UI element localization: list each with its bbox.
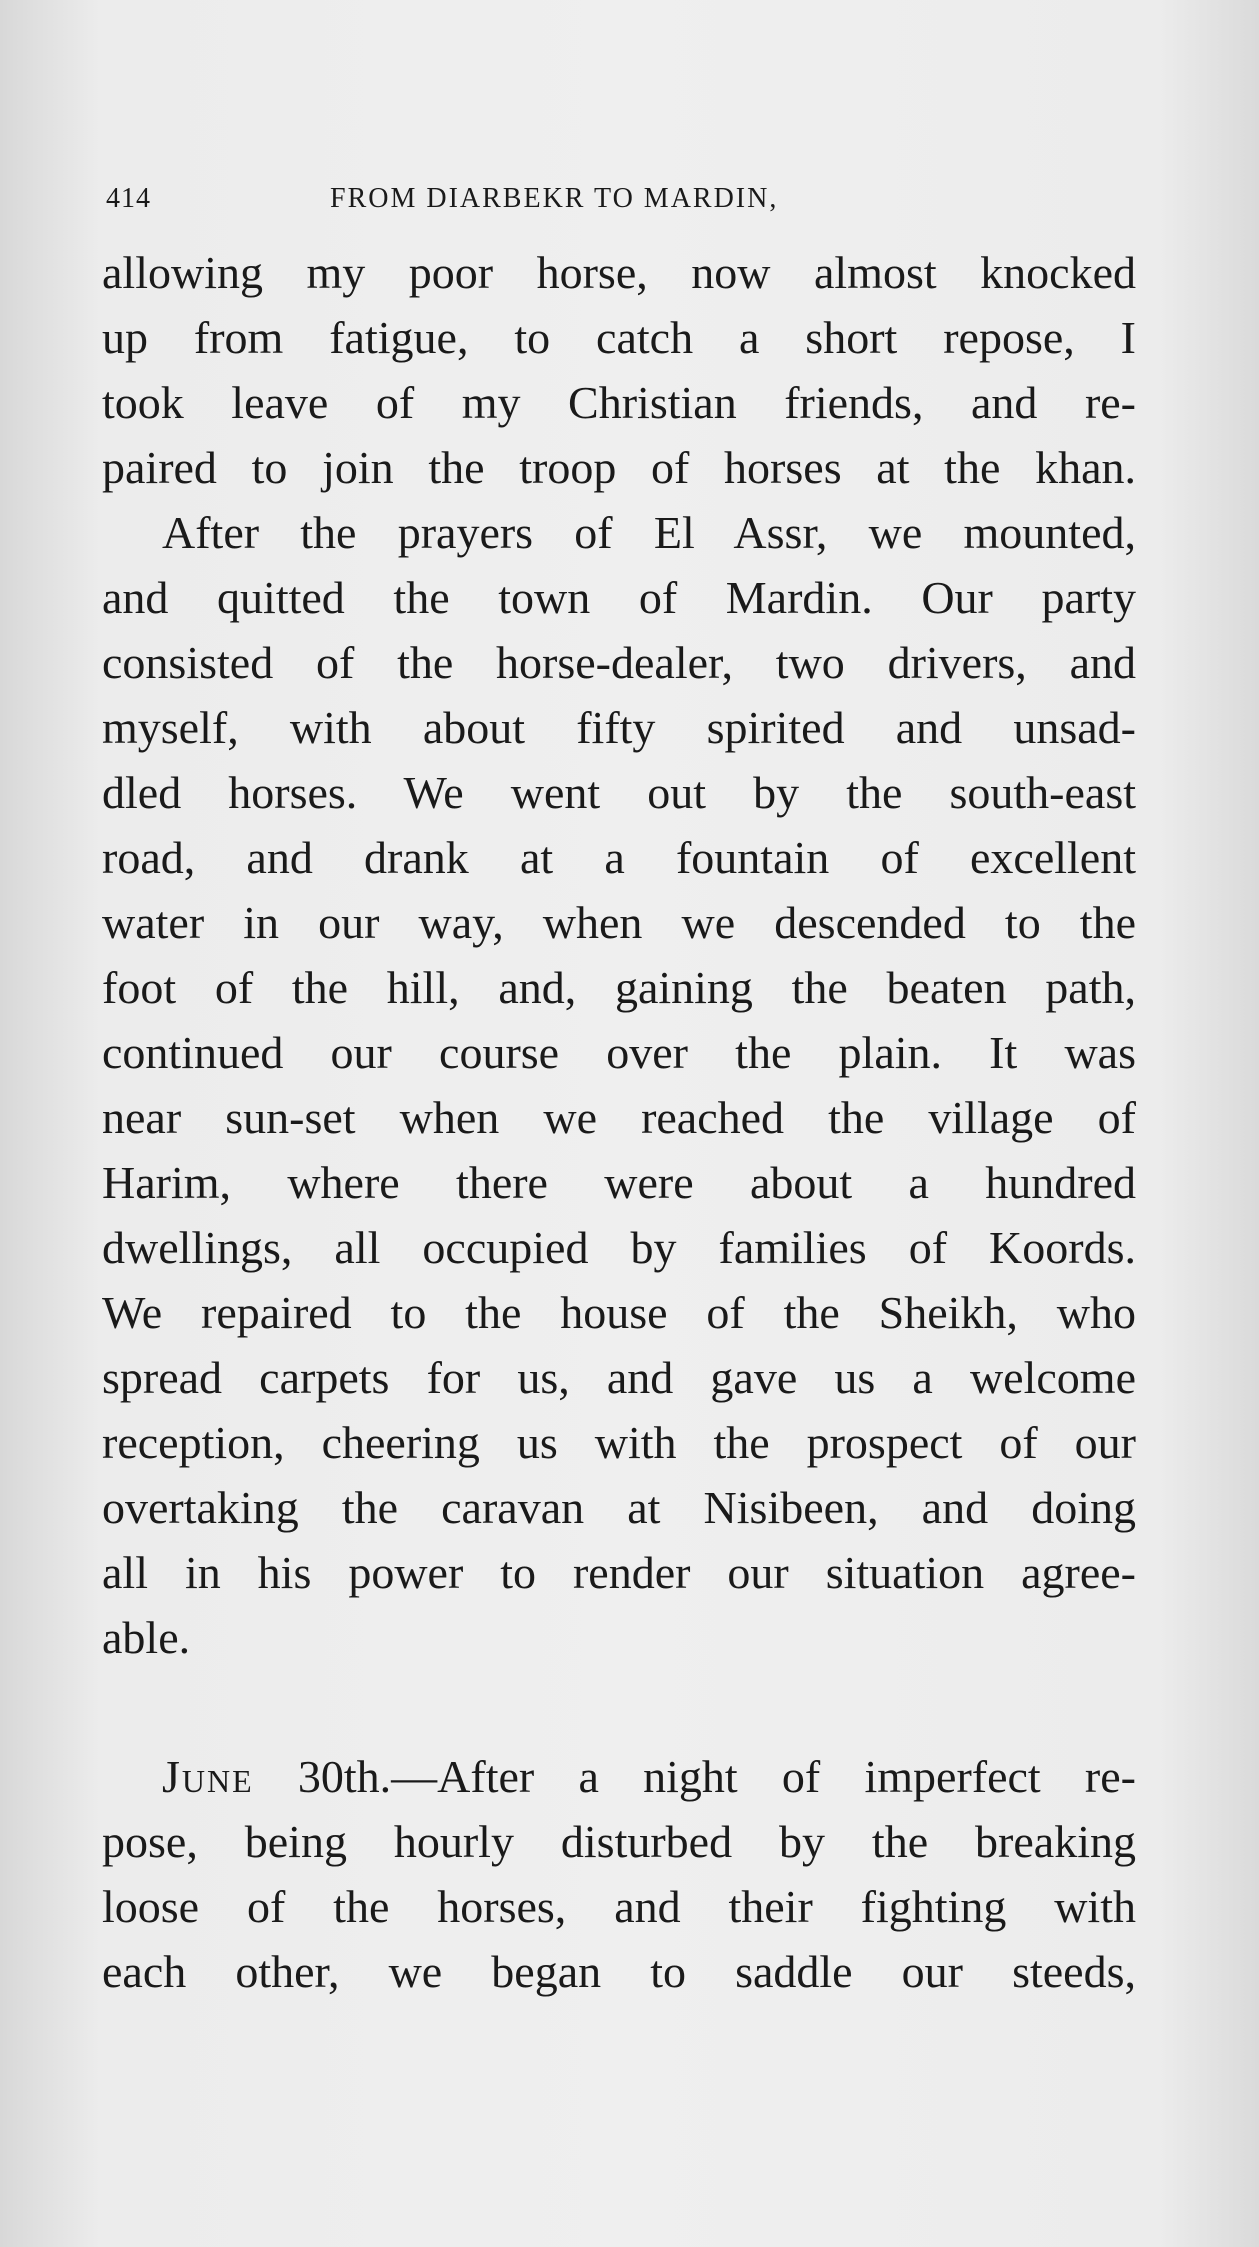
- running-head: FROM DIARBEKR TO MARDIN,: [330, 183, 779, 214]
- date-line-text: 30th.—After a night of imperfect re-: [253, 1751, 1136, 1802]
- text-line: We repaired to the house of the Sheikh, who: [102, 1287, 1136, 1338]
- text-line: up from fatigue, to catch a short repose, I: [102, 312, 1136, 363]
- text-line: each other, we began to saddle our steeds,: [102, 1946, 1136, 1997]
- body-text: [102, 240, 1136, 2004]
- paragraph-2: [102, 500, 1136, 1670]
- text-line: myself, with about fifty spirited and unsad-: [102, 702, 1136, 753]
- text-line: spread carpets for us, and gave us a welcome: [102, 1352, 1136, 1403]
- text-line: and quitted the town of Mardin. Our party: [102, 572, 1136, 623]
- text-line: reception, cheering us with the prospect of our: [102, 1417, 1136, 1468]
- text-line: After the prayers of El Assr, we mounted,: [162, 507, 1136, 558]
- text-line: dled horses. We went out by the south-east: [102, 767, 1136, 818]
- text-line: continued our course over the plain. It was: [102, 1027, 1136, 1078]
- text-line: foot of the hill, and, gaining the beaten path,: [102, 962, 1136, 1013]
- text-line: paired to join the troop of horses at the khan.: [102, 442, 1136, 493]
- text-line: [102, 1744, 1136, 1809]
- date-label: June: [162, 1751, 254, 1802]
- text-line: overtaking the caravan at Nisibeen, and doing: [102, 1482, 1136, 1533]
- paragraph-3: [102, 1744, 1136, 2004]
- text-line: road, and drank at a fountain of excellent: [102, 832, 1136, 883]
- text-line: pose, being hourly disturbed by the breaking: [102, 1816, 1136, 1867]
- page-header: [106, 183, 1146, 223]
- text-line: Harim, where there were about a hundred: [102, 1157, 1136, 1208]
- paragraph-gap: [102, 1670, 1136, 1744]
- text-line: took leave of my Christian friends, and re-: [102, 377, 1136, 428]
- text-line: consisted of the horse-dealer, two drivers, and: [102, 637, 1136, 688]
- text-line: able.: [102, 1612, 191, 1663]
- text-line: near sun-set when we reached the village of: [102, 1092, 1136, 1143]
- text-line: allowing my poor horse, now almost knocked: [102, 247, 1136, 298]
- page-number: 414: [106, 183, 151, 214]
- text-line: dwellings, all occupied by families of Koords.: [102, 1222, 1136, 1273]
- text-line: water in our way, when we descended to the: [102, 897, 1136, 948]
- paragraph-1: [102, 240, 1136, 500]
- text-line: loose of the horses, and their fighting with: [102, 1881, 1136, 1932]
- text-line: all in his power to render our situation agree-: [102, 1547, 1136, 1598]
